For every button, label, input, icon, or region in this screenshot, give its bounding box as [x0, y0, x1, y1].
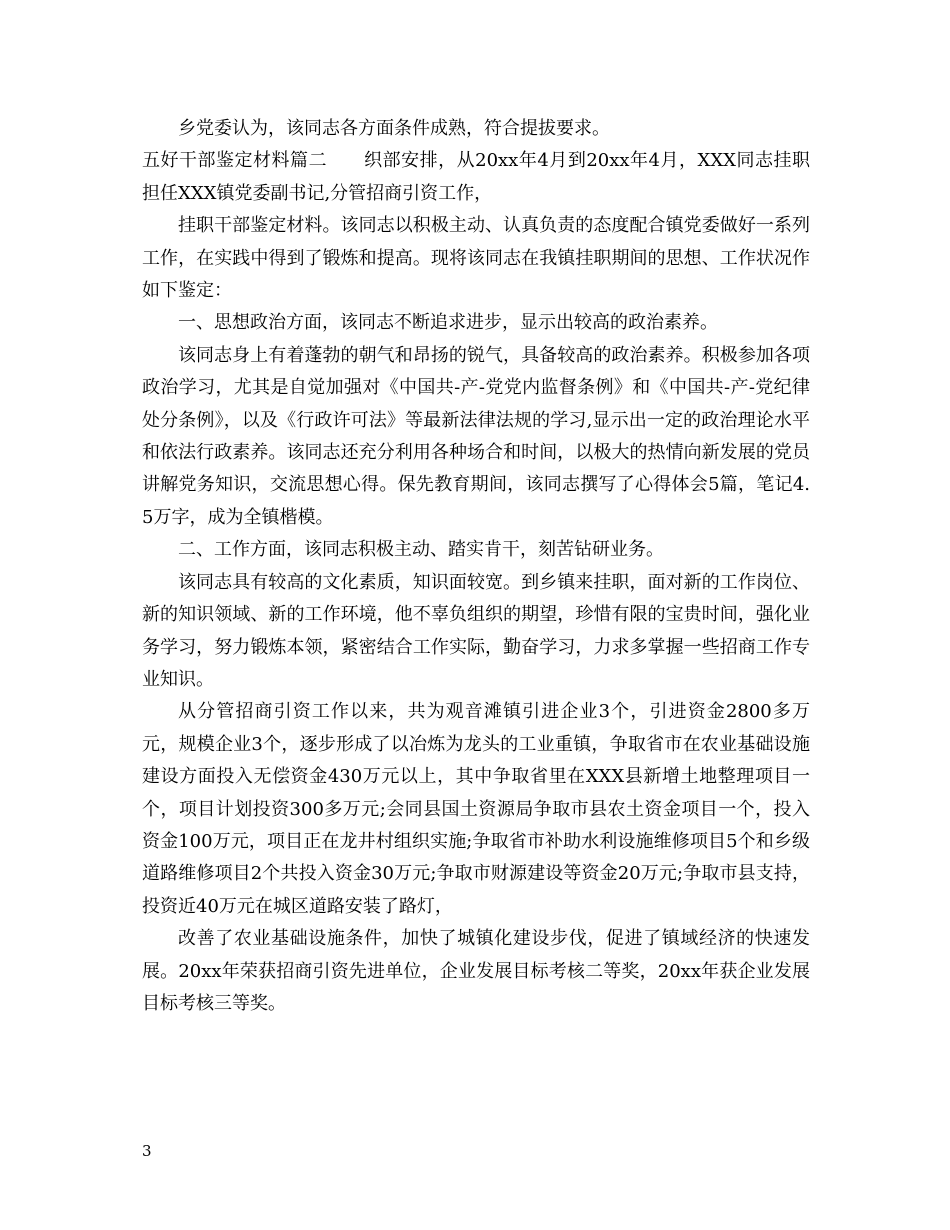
- paragraph-work-body: 该同志具有较高的文化素质，知识面较宽。到乡镇来挂职，面对新的工作岗位、新的知识领域、新的工作环境，他不辜负组织的期望，珍惜有限的宝贵时间，强化业务学习，努力锻炼本领，紧密结合工作实际，勤奋学习，力求多掌握一些招商工作专业知识。: [142, 571, 810, 690]
- paragraph-work-heading: 二、工作方面，该同志积极主动、踏实肯干，刻苦钻研业务。: [178, 539, 664, 561]
- paragraph-intro: 挂职干部鉴定材料。该同志以积极主动、认真负责的态度配合镇党委做好一系列工作，在实践中得到了锻炼和提高。现将该同志在我镇挂职期间的思想、工作状况作如下鉴定：: [142, 215, 810, 302]
- paragraph-political-heading: 一、思想政治方面，该同志不断追求进步，显示出较高的政治素养。: [178, 312, 718, 334]
- paragraph-investment: 从分管招商引资工作以来，共为观音滩镇引进企业3个，引进资金2800多万元，规模企业3个，逐步形成了以冶炼为龙头的工业重镇，争取省市在农业基础设施建设方面投入无偿资金430万元以上，其中争取省里在XXX县新增土地整理项目一个，项目计划投资300多万元;会同县国土资源局争取市县农土资金项目一个，投入资金100万元，项目正在龙井村组织实施;争取省市补助水利设施维修项目5个和乡级道路维修项目2个共投入资金30万元;争取市财源建设等资金20万元;争取市县支持，投资近40万元在城区道路安装了路灯，: [142, 701, 810, 917]
- paragraph-results: 改善了农业基础设施条件，加快了城镇化建设步伐，促进了镇域经济的快速发展。20xx年荣获招商引资先进单位，企业发展目标考核二等奖，20xx年获企业发展目标考核三等奖。: [142, 928, 810, 1014]
- document-body: [142, 113, 810, 1020]
- paragraph-conclusion: 乡党委认为，该同志各方面条件成熟，符合提拔要求。: [178, 118, 610, 139]
- paragraph-section-heading: 五好干部鉴定材料篇二 织部安排，从20xx年4月到20xx年4月，XXX同志挂职担任XXX镇党委副书记,分管招商引资工作，: [142, 150, 810, 204]
- page-number: 3: [142, 1142, 152, 1160]
- paragraph-political-body: 该同志身上有着蓬勃的朝气和昂扬的锐气，具备较高的政治素养。积极参加各项政治学习，尤其是自觉加强对《中国共-产-党党内监督条例》和《中国共-产-党纪律处分条例》，以及《行政许可法》等最新法律法规的学习,显示出一定的政治理论水平和依法行政素养。该同志还充分利用各种场合和时间，以极大的热情向新发展的党员讲解党务知识，交流思想心得。保先教育期间，该同志撰写了心得体会5篇，笔记4.5万字，成为全镇楷模。: [142, 344, 810, 528]
